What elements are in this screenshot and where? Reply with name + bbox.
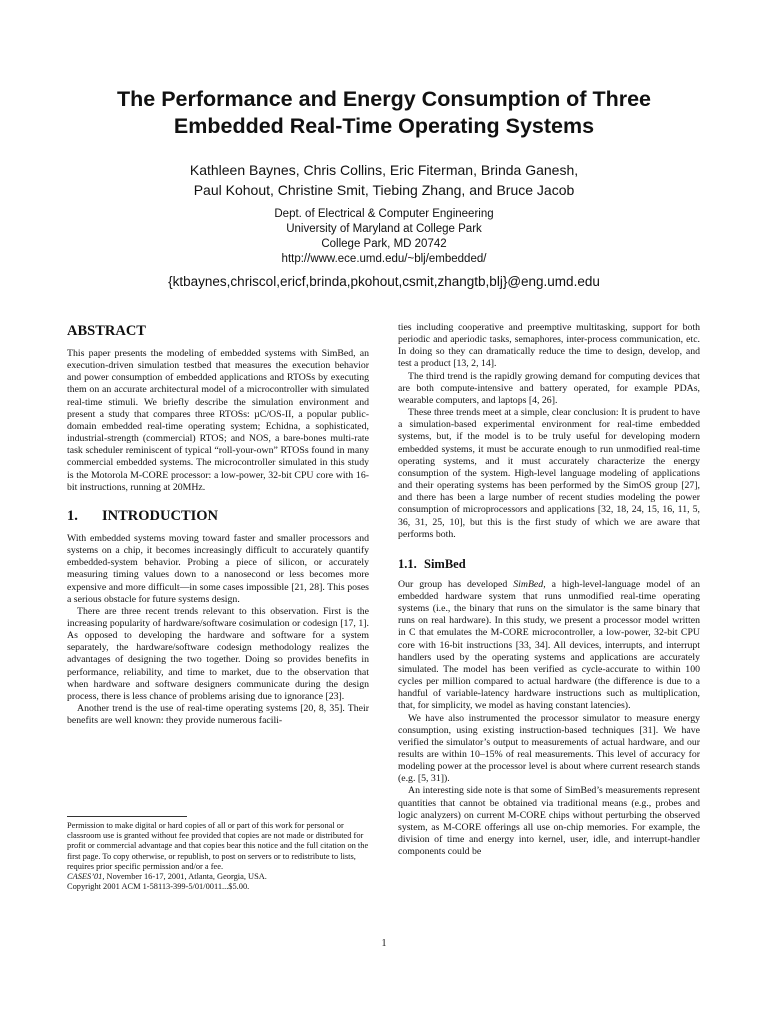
abstract-heading: ABSTRACT	[67, 323, 146, 339]
left-column	[67, 322, 369, 727]
simbed-name: SimBed	[513, 578, 544, 590]
section-title: INTRODUCTION	[102, 507, 219, 524]
simbed-p1-start: Our group has developed	[398, 578, 514, 590]
simbed-paragraph-1	[398, 579, 700, 713]
title-line-2: Embedded Real-Time Operating Systems	[173, 114, 595, 138]
venue-name: CASES’01	[67, 872, 103, 882]
section-heading-introduction	[67, 507, 369, 525]
abstract-text: This paper presents the modeling of embedded systems with SimBed, an execution-driven simulation testbed that measures the execution behavior and power consumption of embedded applications and RTOSs by executing them on an accurate architectural model of a microcontroller with simulated real-time stimuli. We briefly describe the simulation environment and present a study that compares three RTOSs: µC/OS-II, a popular public-domain embedded real-time operating system; Echidna, a sophisticated, industrial-strength (commercial) RTOS; and NOS, a bare-bones multi-rate task scheduler reminiscent of typical “roll-your-own” RTOSs found in many commercial embedded systems. The microcontroller simulated in this study is the Motorola M-CORE processor: a low-power, 32-bit CPU core with 16-bit instructions, running at 20MHz.	[67, 348, 369, 493]
author-emails: {ktbaynes,chriscol,ericf,brinda,pkohout,csmit,zhangtb,blj}@eng.umd.edu	[168, 274, 600, 289]
intro-paragraph-3-continued: ties including cooperative and preemptive multitasking, support for both periodic and aperiodic tasks, semaphores, inter-process communication, etc. In doing so they can dramatically reduce the time to design, develop, and test a product [13, 2, 14].	[398, 322, 700, 370]
venue-line	[67, 872, 369, 882]
affiliation-dept: Dept. of Electrical & Computer Engineering	[274, 208, 494, 220]
subsection-number: 1.1.	[398, 556, 417, 571]
intro-paragraph-1: With embedded systems moving toward faster and smaller processors and systems on a chip, it becomes increasingly difficult to accurately quantify embedded-system behavior. Probing a piece of silicon, or accurately measuring timing values down to a nanosecond or less becomes more expensive and more difficult—in some cases impossible [21, 28]. This poses a serious obstacle for future systems design.	[67, 532, 369, 605]
subsection-title: SimBed	[424, 556, 466, 571]
copyright-footnote	[67, 816, 369, 892]
copyright-line: Copyright 2001 ACM 1-58113-399-5/01/0011...$5.00.	[67, 882, 250, 892]
intro-paragraph-4: The third trend is the rapidly growing demand for computing devices that are both compute-intensive and battery operated, for example PDAs, wearable computers, and laptops [4, 26].	[398, 370, 700, 406]
author-list	[60, 160, 708, 200]
right-column	[398, 322, 700, 858]
simbed-paragraph-3: An interesting side note is that some of SimBed’s measurements represent quantities that cannot be obtained via traditional means (e.g., probes and logic analyzers) on current M-CORE chips without perturbing the observed system, as M-CORE offerings all use on-chip memories. For example, the division of time and energy into kernel, user, idle, and interrupt-handler components could be	[398, 785, 700, 858]
intro-paragraph-2: There are three recent trends relevant to this observation. First is the increasing popularity of hardware/software cosimulation or codesign [17, 1]. As opposed to developing the hardware and software for a system separately, the hardware/software codesign methodology realizes the advantages of designing the two together. Doing so provides benefits in performance, reliability, and time to market, due to the observation that when hardware and software designers communicate during the design process, there is less chance of problems arising due to ignorance [23].	[67, 605, 369, 702]
venue-details: , November 16-17, 2001, Atlanta, Georgia, USA.	[102, 872, 267, 882]
intro-paragraph-5: These three trends meet at a simple, clear conclusion: It is prudent to have a simulation-based experimental environment for real-time embedded systems, but, if the model is to be truly useful for developing modern embedded systems, it must be accurate enough to run unmodified real-time operating systems, and it must accurately characterize the energy consumption of the system. High-level language modeling of applications and their operating systems has been performed by the SimOS group [27], and there has been a large number of recent studies modeling the power consumption of microprocessors and applications [32, 18, 24, 15, 16, 11, 5, 36, 31, 25, 10], but this is the first study of which we are aware that performs both.	[398, 407, 700, 540]
title-line-1: The Performance and Energy Consumption of Three	[117, 87, 651, 111]
footnote-divider	[67, 816, 187, 817]
subsection-heading-simbed	[398, 557, 700, 572]
authors-line-2: Paul Kohout, Christine Smit, Tiebing Zhang, and Bruce Jacob	[193, 182, 575, 198]
authors-line-1: Kathleen Baynes, Chris Collins, Eric Fiterman, Brinda Ganesh,	[189, 162, 579, 178]
affiliation-university: University of Maryland at College Park	[286, 223, 482, 235]
page-number: 1	[381, 938, 387, 949]
affiliation	[60, 207, 708, 267]
simbed-paragraph-2: We have also instrumented the processor simulator to measure energy consumption, using existing instruction-based techniques [31]. We have verified the simulator’s output to measurements of actual hardware, and our results are within 10–15% of real measurements. This level of accuracy for modeling power at the processor level is about where current research stands (e.g. [5, 31]).	[398, 712, 700, 785]
affiliation-city: College Park, MD 20742	[321, 238, 447, 250]
simbed-p1-rest: , a high-level-language model of an embedded hardware system that runs unmodified real-time operating systems (i.e., the binary that runs on the simulator is the same binary that runs on real hardware). In this study, we present a processor model written in C that emulates the M-CORE microcontroller, a low-power, 32-bit CPU core with 16-bit instructions [33, 34]. All devices, interrupts, and interrupt handlers used by the operating systems and applications are accurately simulated. The model has been verified as cycle-accurate to within 100 cycles per million compared to actual hardware (the difference is due to a handful of variable-latency hardware instructions such as multiplication, that, for simplicity, we model as having constant latencies).	[398, 578, 701, 712]
intro-paragraph-3: Another trend is the use of real-time operating systems [20, 8, 35]. Their benefits are well known: they provide numerous facili-	[67, 703, 369, 727]
section-number: 1.	[67, 507, 78, 524]
affiliation-url: http://www.ece.umd.edu/~blj/embedded/	[281, 253, 487, 265]
paper-title	[60, 86, 708, 140]
permission-notice: Permission to make digital or hard copies of all or part of this work for personal or classroom use is granted without fee provided that copies are not made or distributed for profit or commercial advantage and that copies bear this notice and the full citation on the first page. To copy otherwise, or republish, to post on servers or to redistribute to lists, requires prior specific permission and/or a fee.	[67, 821, 369, 871]
